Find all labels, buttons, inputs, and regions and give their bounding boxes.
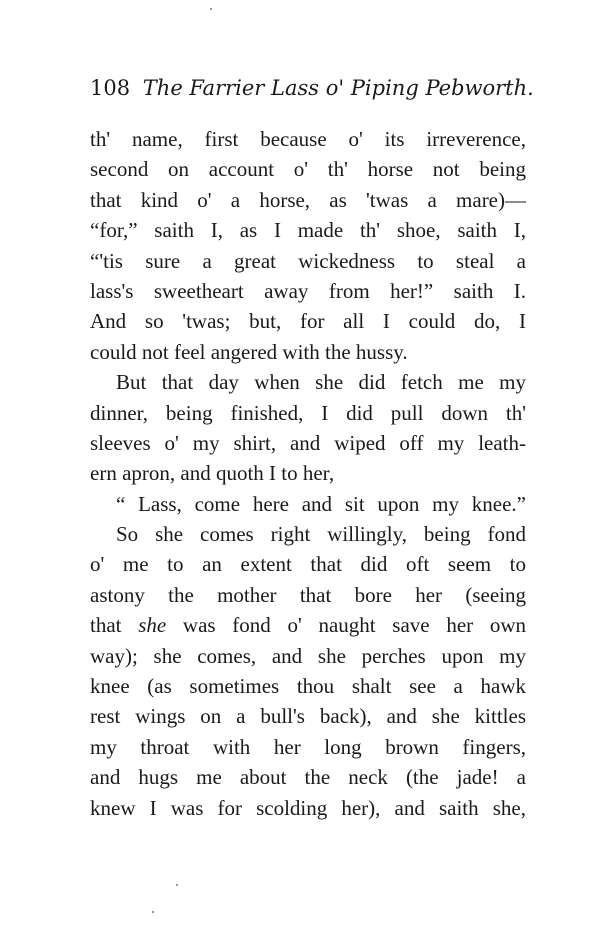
text-line: way); she comes, and she perches upon my (90, 643, 526, 668)
text-line: o' me to an extent that did oft seem to (90, 552, 526, 577)
text-line: “'tis sure a great wickedness to steal a (90, 248, 526, 273)
text-line: that kind o' a horse, as 'twas a mare)— (90, 187, 526, 212)
text-line: “for,” saith I, as I made th' shoe, saith I, (90, 218, 526, 243)
running-header (90, 76, 534, 100)
text-line: rest wings on a bull's back), and she kittles (90, 704, 526, 729)
text-line: lass's sweetheart away from her!” saith I. (90, 278, 526, 303)
text-line: astony the mother that bore her (seeing (90, 582, 526, 607)
text-line: knee (as sometimes thou shalt see a hawk (90, 674, 526, 699)
paper-speck (176, 884, 178, 886)
paper-speck (152, 911, 154, 913)
text-line: But that day when she did fetch me my (116, 370, 526, 395)
text-line: And so 'twas; but, for all I could do, I (90, 309, 526, 334)
text-line: So she comes right willingly, being fond (116, 522, 526, 547)
text-line: sleeves o' my shirt, and wiped off my leath- (90, 430, 526, 455)
text-line: and hugs me about the neck (the jade! a (90, 765, 526, 790)
text-line: second on account o' th' horse not being (90, 157, 526, 182)
text-line: knew I was for scolding her), and saith she, (90, 795, 526, 820)
page-number: 108 (90, 76, 131, 100)
text-line: ern apron, and quoth I to her, (90, 461, 335, 486)
text-line: th' name, first because o' its irreverence, (90, 127, 526, 151)
text-line: could not feel angered with the hussy. (90, 339, 408, 364)
paper-speck (210, 8, 212, 10)
text-line: “ Lass, come here and sit upon my knee.” (116, 491, 526, 516)
text-line: dinner, being finished, I did pull down th' (90, 400, 526, 425)
text-line: that she was fond o' naught save her own (90, 613, 526, 638)
text-line: my throat with her long brown fingers, (90, 734, 526, 759)
emphasized-word: she (138, 613, 167, 638)
running-title: The Farrier Lass o' Piping Pebworth. (142, 76, 534, 100)
body-text (90, 124, 526, 823)
